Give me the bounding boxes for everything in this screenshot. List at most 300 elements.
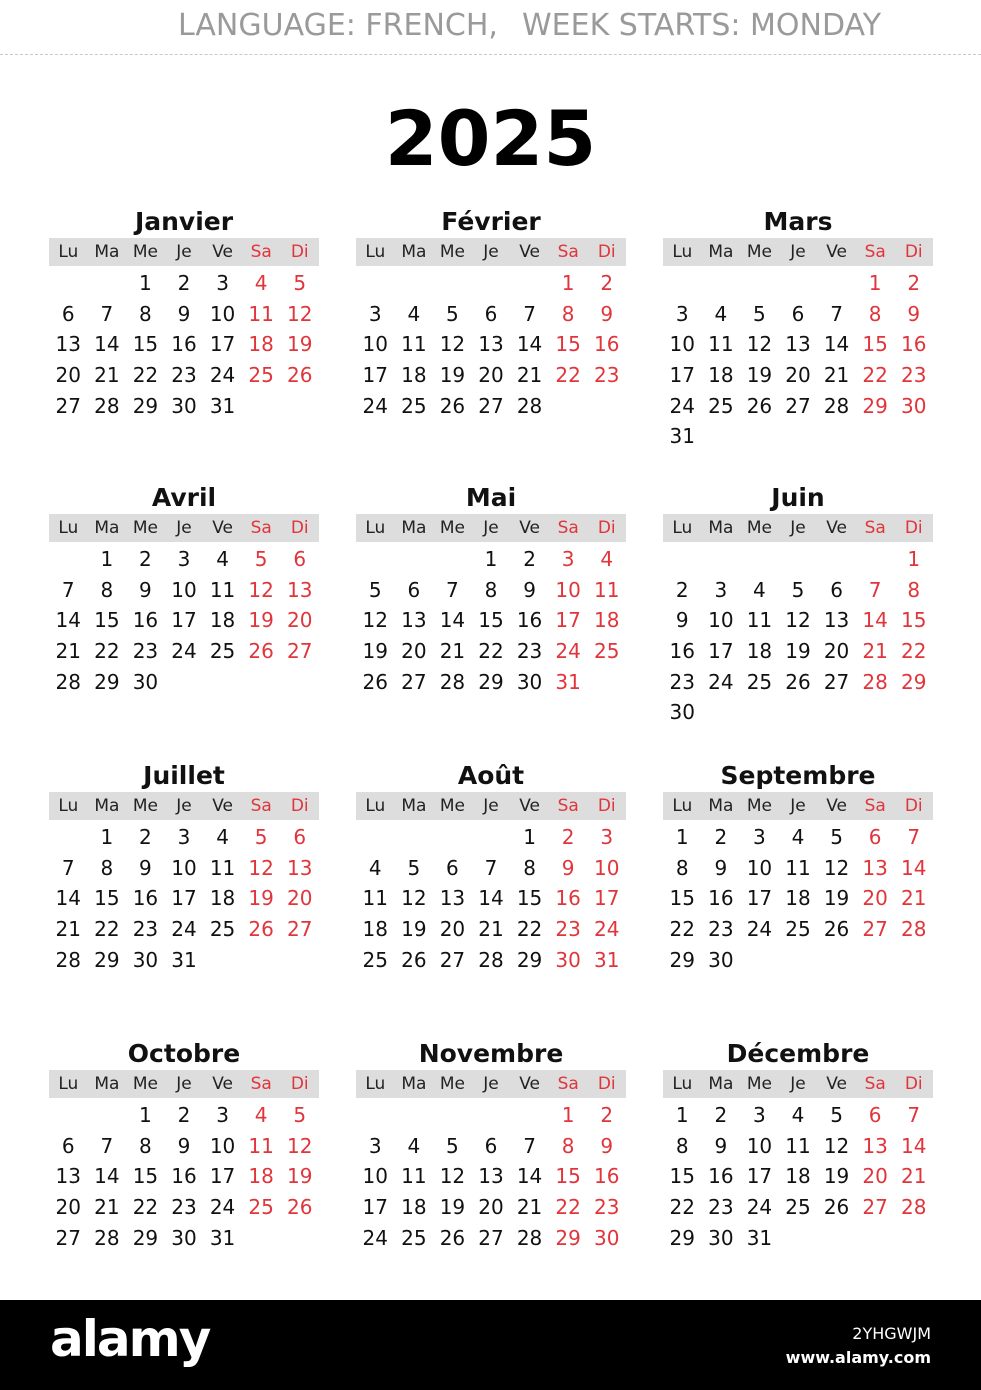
month-name: Juillet: [143, 761, 225, 790]
weekday-label: Me: [132, 242, 159, 262]
day-cell: 29: [669, 1225, 695, 1250]
day-cell: 16: [171, 1164, 197, 1189]
month-block: [49, 483, 319, 697]
day-cell: 30: [900, 393, 927, 418]
empty-day-cell: [356, 544, 395, 575]
month-name: Décembre: [726, 1039, 870, 1068]
weekday-label: Lu: [672, 518, 693, 538]
day-cell: 31: [555, 669, 581, 694]
day-cell: 2: [600, 271, 614, 295]
day-cell: 30: [593, 1225, 620, 1250]
day-cell: 7: [61, 855, 75, 880]
weekday-label: Di: [904, 1074, 923, 1094]
weekday-label: Ma: [401, 242, 427, 262]
page-header: [0, 0, 981, 55]
day-cell: 20: [55, 363, 81, 388]
empty-day-cell: [702, 544, 741, 575]
empty-day-cell: [779, 268, 818, 299]
day-cell: 16: [669, 639, 695, 664]
day-cell: 18: [401, 1195, 427, 1220]
day-cell: 19: [823, 1164, 850, 1189]
empty-day-cell: [395, 268, 434, 299]
day-cell: 18: [593, 608, 620, 633]
day-cell: 28: [478, 947, 504, 972]
day-cell: 14: [55, 886, 81, 911]
month-block: [49, 207, 319, 421]
day-cell: 27: [286, 639, 313, 664]
day-cell: 11: [401, 1164, 427, 1189]
day-cell: 25: [401, 1225, 427, 1250]
weekday-label: Lu: [365, 1074, 386, 1094]
day-cell: 21: [823, 363, 850, 388]
weekday-label: Je: [176, 796, 192, 816]
day-cell: 9: [907, 301, 921, 326]
day-cell: 24: [362, 1225, 388, 1250]
day-cell: 12: [439, 332, 466, 357]
day-cell: 14: [900, 855, 927, 880]
day-cell: 3: [714, 577, 728, 602]
weekday-header: [663, 1070, 933, 1098]
day-cell: 12: [248, 855, 274, 880]
day-cell: 6: [484, 1133, 498, 1158]
weekday-label: Ma: [401, 518, 427, 538]
day-cell: 13: [478, 1164, 504, 1189]
day-cell: 26: [785, 669, 811, 694]
day-cell: 14: [516, 332, 543, 357]
day-cell: 6: [293, 547, 307, 571]
day-cell: 13: [55, 1164, 81, 1189]
month-block: [49, 1039, 319, 1253]
day-cell: 27: [439, 947, 466, 972]
day-cell: 18: [209, 608, 236, 633]
day-cell: 30: [708, 947, 734, 972]
weekday-label: Lu: [58, 1074, 79, 1094]
day-cell: 8: [484, 577, 498, 602]
weekday-label: Me: [746, 1074, 773, 1094]
day-cell: 2: [714, 825, 728, 849]
day-cell: 28: [439, 669, 466, 694]
day-cell: 19: [439, 363, 466, 388]
day-cell: 14: [516, 1164, 543, 1189]
month-name: Février: [441, 207, 541, 236]
day-cell: 20: [823, 639, 850, 664]
weekday-label: Me: [746, 796, 773, 816]
day-cell: 12: [401, 886, 427, 911]
day-cell: 22: [555, 363, 581, 388]
weekday-label: Lu: [365, 796, 386, 816]
day-cell: 29: [478, 669, 504, 694]
month-name: Juin: [771, 483, 825, 512]
day-cell: 17: [746, 886, 773, 911]
weekday-label: Sa: [864, 242, 886, 262]
weekday-header: [356, 514, 626, 542]
weekday-header: [356, 792, 626, 820]
day-cell: 21: [55, 917, 81, 942]
day-cell: 23: [132, 639, 159, 664]
day-cell: 7: [100, 1133, 114, 1158]
weekday-label: Ve: [212, 242, 233, 262]
month-name: Novembre: [418, 1039, 564, 1068]
day-cell: 31: [669, 424, 695, 449]
day-cell: 30: [171, 393, 197, 418]
day-cell: 17: [555, 608, 581, 633]
day-cell: 11: [362, 886, 388, 911]
empty-day-cell: [663, 268, 702, 299]
weekday-label: Ve: [826, 242, 847, 262]
day-cell: 24: [593, 917, 620, 942]
day-cell: 1: [523, 825, 536, 849]
day-cell: 10: [555, 577, 581, 602]
day-cell: 29: [900, 669, 927, 694]
weekday-label: Ve: [519, 1074, 540, 1094]
day-cell: 23: [669, 669, 695, 694]
day-cell: 25: [708, 393, 734, 418]
day-cell: 21: [94, 363, 120, 388]
day-cell: 23: [900, 363, 927, 388]
day-cell: 11: [785, 1133, 811, 1158]
empty-day-cell: [817, 268, 856, 299]
days-grid: [356, 268, 626, 421]
day-cell: 9: [561, 855, 575, 880]
empty-day-cell: [49, 544, 88, 575]
day-cell: 20: [439, 917, 466, 942]
day-cell: 24: [669, 393, 695, 418]
day-cell: 31: [746, 1225, 773, 1250]
day-cell: 15: [478, 608, 504, 633]
days-grid: [49, 544, 319, 697]
day-cell: 24: [746, 1195, 773, 1220]
day-cell: 28: [900, 1195, 927, 1220]
day-cell: 6: [61, 1133, 75, 1158]
day-cell: 23: [708, 917, 734, 942]
day-cell: 23: [516, 639, 543, 664]
day-cell: 11: [708, 332, 734, 357]
weekday-label: Sa: [250, 1074, 272, 1094]
day-cell: 22: [669, 917, 695, 942]
weekday-header: [356, 238, 626, 266]
day-cell: 22: [900, 639, 927, 664]
day-cell: 3: [216, 271, 229, 295]
day-cell: 5: [368, 577, 382, 602]
day-cell: 7: [907, 1103, 921, 1127]
day-cell: 9: [523, 577, 536, 602]
day-cell: 27: [478, 1225, 504, 1250]
weekday-label: Sa: [864, 1074, 886, 1094]
day-cell: 22: [94, 639, 120, 664]
day-cell: 4: [791, 825, 805, 849]
day-cell: 10: [746, 855, 773, 880]
day-cell: 4: [254, 1103, 268, 1127]
empty-day-cell: [395, 822, 434, 853]
day-cell: 26: [248, 639, 274, 664]
day-cell: 30: [171, 1225, 197, 1250]
day-cell: 25: [248, 1195, 274, 1220]
day-cell: 10: [209, 1133, 236, 1158]
day-cell: 18: [401, 363, 427, 388]
weekday-label: Je: [176, 1074, 192, 1094]
day-cell: 7: [61, 577, 75, 602]
day-cell: 25: [209, 639, 236, 664]
weekday-label: Di: [904, 518, 923, 538]
day-cell: 5: [753, 301, 766, 326]
day-cell: 25: [209, 917, 236, 942]
day-cell: 1: [100, 547, 114, 571]
day-cell: 21: [516, 363, 543, 388]
day-cell: 16: [708, 1164, 734, 1189]
month-block: [49, 761, 319, 975]
day-cell: 14: [94, 1164, 120, 1189]
weekday-label: Di: [597, 242, 616, 262]
empty-day-cell: [88, 1100, 127, 1131]
weekday-header: [49, 792, 319, 820]
day-cell: 24: [171, 639, 197, 664]
days-grid: [49, 268, 319, 421]
day-cell: 13: [823, 608, 850, 633]
empty-day-cell: [433, 268, 472, 299]
day-cell: 15: [516, 886, 543, 911]
day-cell: 9: [600, 301, 614, 326]
day-cell: 30: [708, 1225, 734, 1250]
day-cell: 31: [171, 947, 197, 972]
weekday-label: Sa: [250, 518, 272, 538]
weekday-label: Me: [439, 1074, 466, 1094]
day-cell: 3: [675, 301, 689, 326]
day-cell: 24: [746, 917, 773, 942]
month-block: [663, 207, 933, 452]
day-cell: 18: [248, 332, 274, 357]
day-cell: 24: [708, 669, 734, 694]
day-cell: 4: [216, 547, 229, 571]
day-cell: 6: [484, 301, 498, 326]
day-cell: 24: [171, 917, 197, 942]
weekday-label: Sa: [557, 242, 579, 262]
day-cell: 3: [216, 1103, 229, 1127]
weekday-label: Me: [132, 518, 159, 538]
day-cell: 2: [523, 547, 536, 571]
day-cell: 8: [100, 577, 114, 602]
day-cell: 22: [669, 1195, 695, 1220]
empty-day-cell: [49, 822, 88, 853]
day-cell: 27: [785, 393, 811, 418]
day-cell: 19: [248, 886, 274, 911]
day-cell: 6: [868, 825, 882, 849]
day-cell: 28: [862, 669, 888, 694]
day-cell: 5: [293, 1103, 307, 1127]
day-cell: 30: [555, 947, 581, 972]
weekday-label: Ve: [826, 518, 847, 538]
empty-day-cell: [663, 544, 702, 575]
days-grid: [663, 268, 933, 452]
day-cell: 15: [669, 1164, 695, 1189]
day-cell: 26: [286, 363, 313, 388]
empty-day-cell: [510, 268, 549, 299]
day-cell: 17: [593, 886, 620, 911]
day-cell: 2: [139, 825, 152, 849]
weekday-label: Me: [746, 518, 773, 538]
day-cell: 22: [132, 1195, 159, 1220]
weekday-header: [663, 238, 933, 266]
day-cell: 1: [907, 547, 921, 571]
day-cell: 8: [868, 301, 882, 326]
alamy-logo: alamy: [50, 1310, 210, 1368]
day-cell: 16: [555, 886, 581, 911]
day-cell: 3: [561, 547, 575, 571]
day-cell: 4: [216, 825, 229, 849]
weekday-label: Ma: [94, 796, 120, 816]
day-cell: 2: [714, 1103, 728, 1127]
day-cell: 10: [669, 332, 695, 357]
empty-day-cell: [395, 1100, 434, 1131]
day-cell: 19: [746, 363, 773, 388]
day-cell: 20: [785, 363, 811, 388]
day-cell: 1: [868, 271, 882, 295]
weekday-label: Je: [483, 242, 499, 262]
weekday-label: Je: [790, 1074, 806, 1094]
day-cell: 5: [293, 271, 307, 295]
day-cell: 6: [868, 1103, 882, 1127]
day-cell: 7: [523, 301, 536, 326]
day-cell: 17: [362, 363, 388, 388]
empty-day-cell: [356, 822, 395, 853]
day-cell: 1: [139, 1103, 152, 1127]
day-cell: 9: [177, 301, 191, 326]
day-cell: 31: [593, 947, 620, 972]
weekday-label: Di: [597, 518, 616, 538]
day-cell: 17: [746, 1164, 773, 1189]
day-cell: 22: [555, 1195, 581, 1220]
weekday-label: Sa: [557, 796, 579, 816]
day-cell: 5: [254, 825, 268, 849]
day-cell: 26: [401, 947, 427, 972]
day-cell: 19: [248, 608, 274, 633]
day-cell: 21: [478, 917, 504, 942]
day-cell: 14: [94, 332, 120, 357]
weekday-label: Di: [904, 242, 923, 262]
day-cell: 17: [669, 363, 695, 388]
day-cell: 13: [55, 332, 81, 357]
day-cell: 7: [446, 577, 459, 602]
day-cell: 4: [753, 577, 766, 602]
day-cell: 21: [439, 639, 466, 664]
day-cell: 30: [669, 700, 695, 725]
month-block: [356, 207, 626, 421]
day-cell: 18: [785, 1164, 811, 1189]
empty-day-cell: [702, 268, 741, 299]
day-cell: 23: [555, 917, 581, 942]
weekday-label: Ve: [519, 518, 540, 538]
weekday-label: Lu: [58, 242, 79, 262]
day-cell: 22: [862, 363, 888, 388]
day-cell: 27: [862, 1195, 888, 1220]
image-id: 2YHGWJM: [852, 1324, 931, 1343]
empty-day-cell: [433, 1100, 472, 1131]
day-cell: 10: [171, 855, 197, 880]
weekday-label: Ma: [708, 1074, 734, 1094]
weekday-header: [49, 1070, 319, 1098]
weekday-label: Lu: [672, 1074, 693, 1094]
empty-day-cell: [433, 544, 472, 575]
empty-day-cell: [856, 544, 895, 575]
weekday-label: Lu: [365, 518, 386, 538]
empty-day-cell: [49, 268, 88, 299]
day-cell: 13: [286, 577, 313, 602]
day-cell: 17: [708, 639, 734, 664]
day-cell: 12: [785, 608, 811, 633]
day-cell: 8: [523, 855, 536, 880]
day-cell: 15: [862, 332, 888, 357]
empty-day-cell: [49, 1100, 88, 1131]
day-cell: 8: [100, 855, 114, 880]
day-cell: 29: [669, 947, 695, 972]
day-cell: 25: [785, 1195, 811, 1220]
day-cell: 1: [561, 271, 575, 295]
day-cell: 11: [401, 332, 427, 357]
day-cell: 31: [209, 1225, 236, 1250]
day-cell: 4: [407, 1133, 421, 1158]
empty-day-cell: [740, 268, 779, 299]
day-cell: 15: [555, 332, 581, 357]
weekday-label: Lu: [672, 242, 693, 262]
day-cell: 20: [286, 608, 313, 633]
day-cell: 18: [209, 886, 236, 911]
day-cell: 12: [746, 332, 773, 357]
day-cell: 2: [675, 577, 689, 602]
day-cell: 11: [785, 855, 811, 880]
day-cell: 28: [516, 393, 543, 418]
weekday-label: Me: [439, 518, 466, 538]
day-cell: 27: [401, 669, 427, 694]
day-cell: 12: [362, 608, 388, 633]
weekday-label: Di: [597, 796, 616, 816]
weekday-label: Sa: [557, 518, 579, 538]
day-cell: 23: [708, 1195, 734, 1220]
day-cell: 18: [746, 639, 773, 664]
weekday-label: Me: [439, 796, 466, 816]
weekday-label: Di: [290, 518, 309, 538]
day-cell: 13: [439, 886, 466, 911]
day-cell: 1: [675, 1103, 689, 1127]
day-cell: 14: [55, 608, 81, 633]
day-cell: 26: [439, 1225, 466, 1250]
days-grid: [49, 1100, 319, 1253]
day-cell: 1: [139, 271, 152, 295]
weekday-label: Ma: [401, 796, 427, 816]
month-block: [356, 761, 626, 975]
day-cell: 7: [868, 577, 882, 602]
day-cell: 26: [286, 1195, 313, 1220]
weekday-label: Di: [290, 796, 309, 816]
day-cell: 15: [94, 886, 120, 911]
day-cell: 27: [823, 669, 850, 694]
month-block: [356, 1039, 626, 1253]
day-cell: 25: [593, 639, 620, 664]
day-cell: 18: [785, 886, 811, 911]
day-cell: 15: [132, 332, 159, 357]
day-cell: 25: [362, 947, 388, 972]
day-cell: 29: [516, 947, 543, 972]
month-name: Mai: [465, 483, 517, 512]
day-cell: 14: [439, 608, 466, 633]
weekday-label: Lu: [365, 242, 386, 262]
day-cell: 6: [61, 301, 75, 326]
day-cell: 20: [478, 1195, 504, 1220]
day-cell: 12: [286, 301, 313, 326]
day-cell: 14: [900, 1133, 927, 1158]
day-cell: 27: [862, 917, 888, 942]
weekday-label: Ve: [519, 242, 540, 262]
day-cell: 24: [362, 393, 388, 418]
footer-url: www.alamy.com: [785, 1348, 931, 1367]
